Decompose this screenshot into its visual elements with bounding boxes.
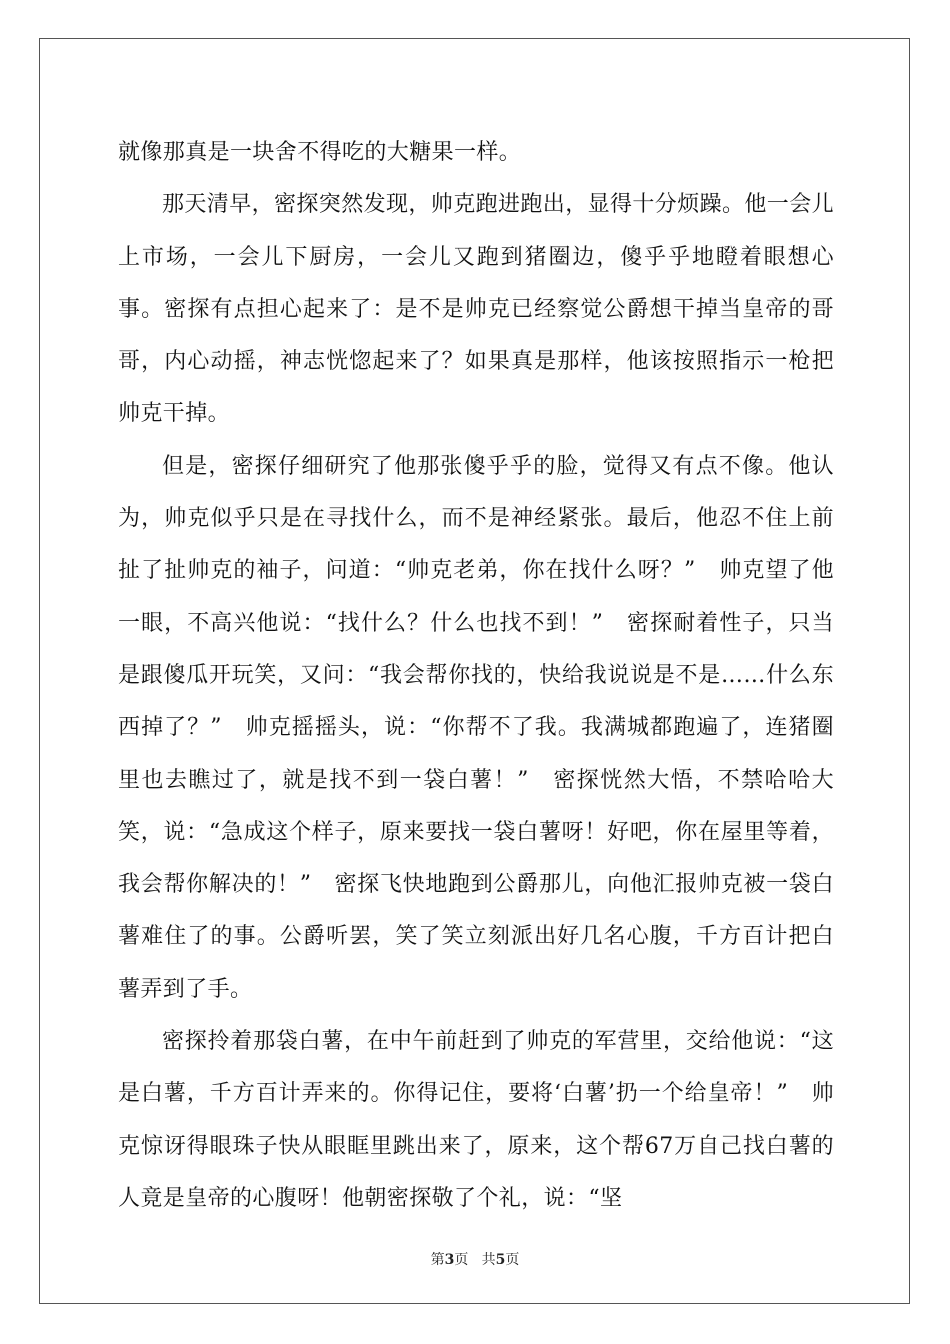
paragraph-1: 就像那真是一块舍不得吃的大糖果一样。: [118, 140, 522, 165]
footer-prefix: 第: [430, 1252, 445, 1268]
page-footer: [0, 1249, 950, 1269]
footer-total-prefix: 共: [481, 1252, 496, 1268]
footer-total-pages: 5: [495, 1252, 506, 1268]
document-body: [118, 127, 834, 1225]
paragraph-2: 那天清早，密探突然发现，帅克跑进跑出，显得十分烦躁。他一会儿上市场，一会儿下厨房，一会儿又跑到猪圈边，傻乎乎地瞪着眼想心事。密探有点担心起来了：是不是帅克已经察觉公爵想干掉当皇帝的哥哥，内心动摇，神志恍惚起来了？如果真是那样，他该按照指示一枪把帅克干掉。: [118, 192, 835, 427]
footer-page-unit: 页: [454, 1252, 469, 1268]
footer-current-page: 3: [444, 1252, 455, 1268]
paragraph-4: 密探拎着那袋白薯，在中午前赶到了帅克的军营里，交给他说：“这是白薯，千方百计弄来的。你得记住，要将‘白薯’扔一个给皇帝！” 帅克惊讶得眼珠子快从眼眶里跳出来了，原来，这个帮67万自己找白薯的人竟是皇帝的心腹呀！他朝密探敬了个礼，说：“坚: [118, 1029, 834, 1211]
footer-total-unit: 页: [505, 1252, 520, 1268]
paragraph-3: 但是，密探仔细研究了他那张傻乎乎的脸，觉得又有点不像。他认为，帅克似乎只是在寻找什么，而不是神经紧张。最后，他忍不住上前扯了扯帅克的袖子，问道：“帅克老弟，你在找什么呀？” 帅克望了他一眼，不高兴他说：“找什么？什么也找不到！” 密探耐着性子，只当是跟傻瓜开玩笑，又问：“我会帮你找的，快给我说说是不是……什么东西掉了？” 帅克摇摇头，说：“你帮不了我。我满城都跑遍了，连猪圈里也去瞧过了，就是找不到一袋白薯！” 密探恍然大悟，不禁哈哈大笑，说：“急成这个样子，原来要找一袋白薯呀！好吧，你在屋里等着，我会帮你解决的！” 密探飞快地跑到公爵那儿，向他汇报帅克被一袋白薯难住了的事。公爵听罢，笑了笑立刻派出好几名心腹，千方百计把白薯弄到了手。: [118, 453, 834, 1002]
